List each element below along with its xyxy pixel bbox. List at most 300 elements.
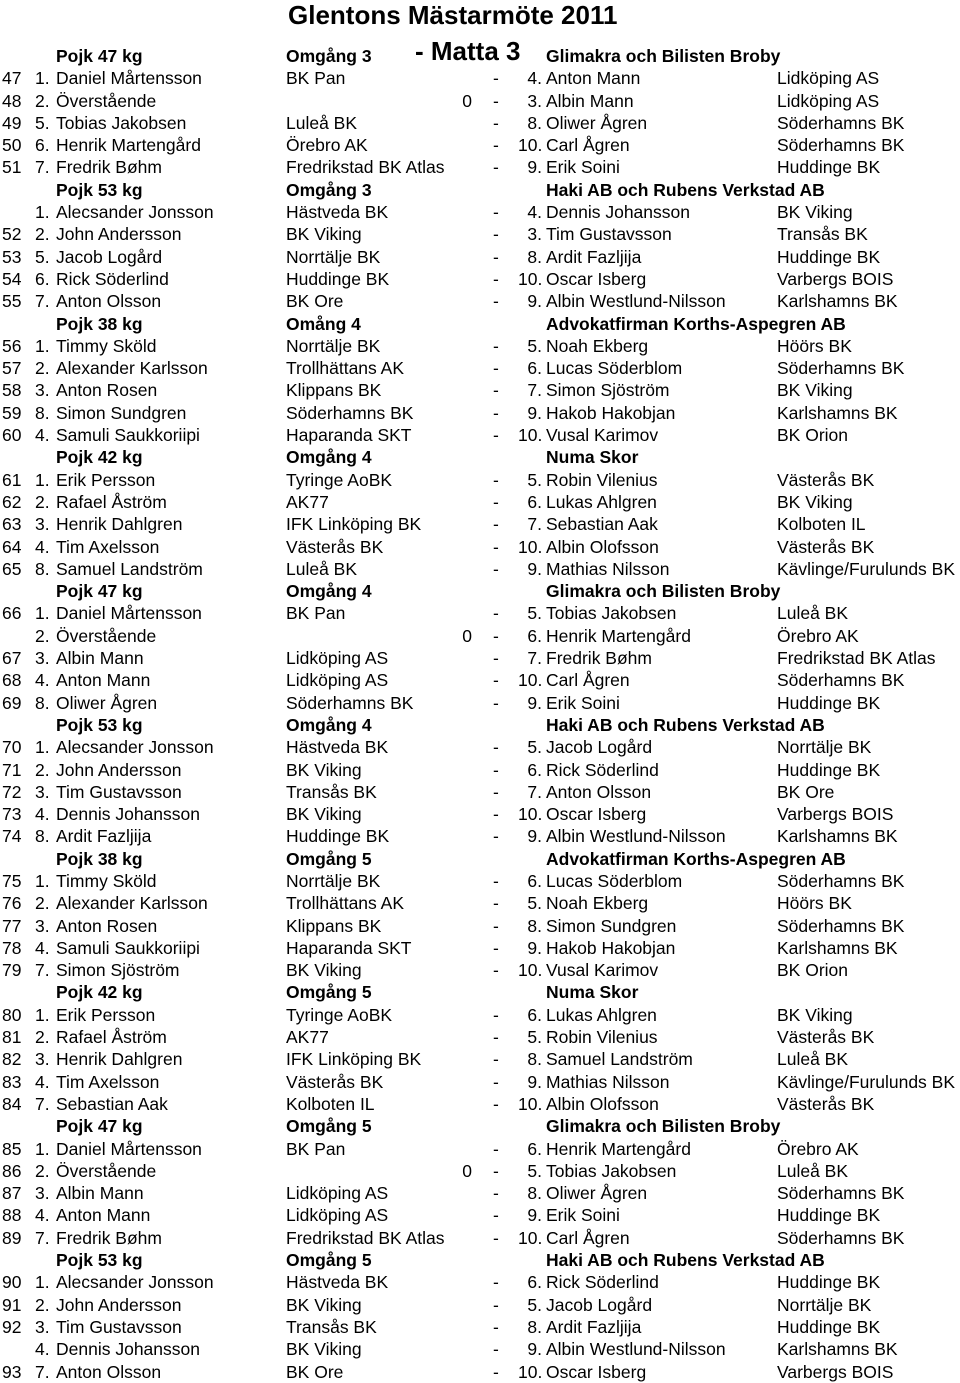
sponsor-label: Haki AB och Rubens Verkstad AB [546, 714, 825, 735]
left-club: BK Viking [286, 759, 362, 780]
match-number: 65 [2, 558, 22, 579]
match-number: 63 [2, 514, 22, 535]
left-club: BK Viking [286, 804, 362, 825]
versus-dash: - [493, 246, 499, 267]
left-wrestler-name: Anton Olsson [56, 291, 162, 312]
versus-dash: - [493, 90, 499, 111]
match-row [0, 915, 960, 937]
right-club: Varbergs BOIS [777, 268, 894, 289]
left-seed: 3. [35, 1316, 50, 1337]
right-seed: 10. [518, 670, 543, 691]
right-seed: 5. [527, 335, 542, 356]
right-club: Söderhamns BK [777, 915, 905, 936]
left-club: BK Viking [286, 960, 362, 981]
weight-class-header [0, 1115, 960, 1137]
sponsor-label: Haki AB och Rubens Verkstad AB [546, 1250, 825, 1271]
left-club: BK Viking [286, 1294, 362, 1315]
right-club: BK Viking [777, 1004, 853, 1025]
versus-dash: - [493, 1272, 499, 1293]
right-wrestler-name: Lukas Ahlgren [546, 491, 657, 512]
left-wrestler-name: Rick Söderlind [56, 268, 169, 289]
left-seed: 4. [35, 937, 50, 958]
left-club: AK77 [286, 491, 329, 512]
match-row [0, 1138, 960, 1160]
right-wrestler-name: Mathias Nilsson [546, 1071, 670, 1092]
left-seed: 1. [35, 335, 50, 356]
left-seed: 7. [35, 157, 50, 178]
versus-dash: - [493, 937, 499, 958]
versus-dash: - [493, 603, 499, 624]
right-wrestler-name: Hakob Hakobjan [546, 402, 676, 423]
match-number: 69 [2, 692, 22, 713]
versus-dash: - [493, 1160, 499, 1181]
right-wrestler-name: Henrik Martengård [546, 1138, 691, 1159]
left-wrestler-name: Simon Sundgren [56, 402, 187, 423]
left-seed: 1. [35, 1138, 50, 1159]
match-row [0, 90, 960, 112]
left-club: Klippans BK [286, 915, 382, 936]
weight-class-label: Pojk 42 kg [56, 982, 143, 1003]
versus-dash: - [493, 491, 499, 512]
left-wrestler-name: Tim Gustavsson [56, 781, 182, 802]
left-seed: 4. [35, 1071, 50, 1092]
left-wrestler-name: Erik Persson [56, 469, 156, 490]
match-number: 75 [2, 870, 22, 891]
left-wrestler-name: Rafael Åström [56, 1027, 167, 1048]
match-row [0, 67, 960, 89]
right-seed: 10. [518, 1227, 543, 1248]
left-seed: 2. [35, 1160, 50, 1181]
versus-dash: - [493, 1316, 499, 1337]
left-wrestler-name: Anton Rosen [56, 380, 158, 401]
match-row [0, 290, 960, 312]
match-row [0, 513, 960, 535]
right-wrestler-name: Fredrik Bøhm [546, 648, 652, 669]
weight-class-label: Pojk 53 kg [56, 1250, 143, 1271]
left-seed: 6. [35, 268, 50, 289]
right-club: BK Ore [777, 781, 835, 802]
sponsor-label: Advokatfirman Korths-Aspegren AB [546, 313, 846, 334]
right-seed: 5. [527, 469, 542, 490]
match-number: 57 [2, 358, 22, 379]
right-seed: 8. [527, 1316, 542, 1337]
right-wrestler-name: Albin Westlund-Nilsson [546, 826, 726, 847]
sponsor-label: Glimakra och Bilisten Broby [546, 46, 781, 66]
versus-dash: - [493, 1049, 499, 1070]
versus-dash: - [493, 157, 499, 178]
right-wrestler-name: Albin Olofsson [546, 1093, 659, 1114]
left-seed: 4. [35, 804, 50, 825]
versus-dash: - [493, 648, 499, 669]
weight-class-header [0, 179, 960, 201]
left-club: Trollhättans AK [286, 358, 405, 379]
match-number: 48 [2, 90, 22, 111]
right-club: Söderhamns BK [777, 135, 905, 156]
right-seed: 6. [527, 358, 542, 379]
right-club: Huddinge BK [777, 157, 881, 178]
left-club: Luleå BK [286, 558, 358, 579]
versus-dash: - [493, 335, 499, 356]
right-club: Luleå BK [777, 603, 849, 624]
versus-dash: - [493, 804, 499, 825]
left-seed: 7. [35, 1093, 50, 1114]
match-row [0, 268, 960, 290]
left-wrestler-name: Överstående [56, 90, 157, 111]
right-wrestler-name: Oscar Isberg [546, 804, 647, 825]
versus-dash: - [493, 514, 499, 535]
right-seed: 8. [527, 112, 542, 133]
right-wrestler-name: Albin Westlund-Nilsson [546, 1339, 726, 1360]
left-seed: 4. [35, 425, 50, 446]
versus-dash: - [493, 1294, 499, 1315]
right-wrestler-name: Simon Sjöström [546, 380, 670, 401]
match-row [0, 424, 960, 446]
match-number: 76 [2, 893, 22, 914]
right-seed: 4. [527, 68, 542, 89]
weight-class-label: Pojk 53 kg [56, 179, 143, 200]
right-club: Varbergs BOIS [777, 1361, 894, 1382]
left-seed: 8. [35, 826, 50, 847]
versus-dash: - [493, 1227, 499, 1248]
left-wrestler-name: Fredrik Bøhm [56, 1227, 162, 1248]
versus-dash: - [493, 1361, 499, 1382]
match-row [0, 1294, 960, 1316]
right-wrestler-name: Oliwer Ågren [546, 1183, 648, 1204]
match-row [0, 602, 960, 624]
left-wrestler-name: Timmy Sköld [56, 335, 157, 356]
weight-class-header [0, 981, 960, 1003]
right-wrestler-name: Noah Ekberg [546, 335, 649, 356]
right-seed: 9. [527, 291, 542, 312]
left-seed: 3. [35, 648, 50, 669]
match-number: 83 [2, 1071, 22, 1092]
versus-dash: - [493, 1339, 499, 1360]
right-club: Västerås BK [777, 536, 875, 557]
match-row [0, 1160, 960, 1182]
left-seed: 3. [35, 915, 50, 936]
versus-dash: - [493, 1205, 499, 1226]
left-wrestler-name: Alecsander Jonsson [56, 737, 214, 758]
right-seed: 5. [527, 1160, 542, 1181]
match-number: 82 [2, 1049, 22, 1070]
versus-dash: - [493, 1138, 499, 1159]
left-wrestler-name: John Andersson [56, 224, 182, 245]
versus-dash: - [493, 1093, 499, 1114]
match-row [0, 469, 960, 491]
weight-class-header [0, 1249, 960, 1271]
match-row [0, 892, 960, 914]
versus-dash: - [493, 224, 499, 245]
right-seed: 5. [527, 737, 542, 758]
right-seed: 6. [527, 1004, 542, 1025]
left-seed: 2. [35, 893, 50, 914]
match-row [0, 1316, 960, 1338]
left-seed: 1. [35, 1272, 50, 1293]
versus-dash: - [493, 402, 499, 423]
right-club: Kävlinge/Furulunds BK [777, 558, 956, 579]
round-label: Omgång 3 [286, 46, 372, 66]
right-club: BK Viking [777, 491, 853, 512]
weight-class-header [0, 848, 960, 870]
left-club: Söderhamns BK [286, 402, 414, 423]
left-seed: 4. [35, 1339, 50, 1360]
right-seed: 9. [527, 937, 542, 958]
right-wrestler-name: Carl Ågren [546, 1227, 630, 1248]
match-number: 77 [2, 915, 22, 936]
match-row [0, 1204, 960, 1226]
match-number: 80 [2, 1004, 22, 1025]
left-seed: 8. [35, 692, 50, 713]
left-club: Klippans BK [286, 380, 382, 401]
left-club: BK Ore [286, 1361, 344, 1382]
match-number: 64 [2, 536, 22, 557]
match-number: 49 [2, 112, 22, 133]
left-wrestler-name: Simon Sjöström [56, 960, 180, 981]
right-wrestler-name: Anton Mann [546, 68, 641, 89]
sponsor-label: Advokatfirman Korths-Aspegren AB [546, 848, 846, 869]
right-seed: 8. [527, 915, 542, 936]
sponsor-label: Glimakra och Bilisten Broby [546, 581, 781, 602]
versus-dash: - [493, 268, 499, 289]
schedule-table [0, 45, 960, 1383]
match-row [0, 736, 960, 758]
left-wrestler-name: Rafael Åström [56, 491, 167, 512]
right-seed: 9. [527, 157, 542, 178]
right-seed: 9. [527, 1205, 542, 1226]
right-seed: 9. [527, 692, 542, 713]
round-label: Omgång 5 [286, 1116, 372, 1137]
right-wrestler-name: Henrik Martengård [546, 625, 691, 646]
right-wrestler-name: Ardit Fazljija [546, 246, 642, 267]
match-number: 70 [2, 737, 22, 758]
left-club: Västerås BK [286, 1071, 384, 1092]
right-seed: 7. [527, 380, 542, 401]
right-wrestler-name: Hakob Hakobjan [546, 937, 676, 958]
match-number: 88 [2, 1205, 22, 1226]
left-club: Huddinge BK [286, 268, 390, 289]
left-wrestler-name: Alecsander Jonsson [56, 1272, 214, 1293]
left-seed: 1. [35, 1004, 50, 1025]
match-number: 73 [2, 804, 22, 825]
left-club: Hästveda BK [286, 1272, 389, 1293]
right-wrestler-name: Mathias Nilsson [546, 558, 670, 579]
match-number: 84 [2, 1093, 22, 1114]
left-wrestler-name: Daniel Mårtensson [56, 68, 202, 89]
match-row [0, 536, 960, 558]
right-seed: 7. [527, 514, 542, 535]
right-club: Söderhamns BK [777, 870, 905, 891]
versus-dash: - [493, 670, 499, 691]
right-club: Kolboten IL [777, 514, 866, 535]
right-wrestler-name: Erik Soini [546, 157, 620, 178]
match-row [0, 1004, 960, 1026]
match-number: 79 [2, 960, 22, 981]
right-seed: 10. [518, 425, 543, 446]
match-row [0, 223, 960, 245]
right-wrestler-name: Albin Olofsson [546, 536, 659, 557]
match-number: 86 [2, 1160, 22, 1181]
match-row [0, 1361, 960, 1383]
right-seed: 9. [527, 558, 542, 579]
round-label: Omgång 5 [286, 982, 372, 1003]
left-seed: 2. [35, 625, 50, 646]
right-club: Huddinge BK [777, 1316, 881, 1337]
right-seed: 10. [518, 135, 543, 156]
versus-dash: - [493, 1027, 499, 1048]
right-seed: 6. [527, 870, 542, 891]
left-seed: 2. [35, 224, 50, 245]
round-label: Omgång 4 [286, 714, 372, 735]
left-seed: 2. [35, 358, 50, 379]
score: 0 [462, 90, 472, 111]
match-number: 72 [2, 781, 22, 802]
mat-label: - Matta 3 [415, 36, 521, 66]
weight-class-label: Pojk 53 kg [56, 714, 143, 735]
versus-dash: - [493, 291, 499, 312]
left-seed: 2. [35, 491, 50, 512]
round-label: Omgång 4 [286, 447, 372, 468]
right-seed: 5. [527, 1027, 542, 1048]
right-club: Lidköping AS [777, 90, 880, 111]
left-seed: 1. [35, 469, 50, 490]
versus-dash: - [493, 112, 499, 133]
left-wrestler-name: Daniel Mårtensson [56, 603, 202, 624]
match-number: 62 [2, 491, 22, 512]
left-seed: 3. [35, 1183, 50, 1204]
left-seed: 4. [35, 670, 50, 691]
left-wrestler-name: Överstående [56, 1160, 157, 1181]
right-seed: 9. [527, 1339, 542, 1360]
right-wrestler-name: Rick Söderlind [546, 1272, 659, 1293]
match-number: 74 [2, 826, 22, 847]
left-seed: 1. [35, 68, 50, 89]
right-wrestler-name: Tobias Jakobsen [546, 603, 677, 624]
weight-class-header [0, 313, 960, 335]
right-seed: 6. [527, 491, 542, 512]
match-number: 93 [2, 1361, 22, 1382]
round-label: Omgång 4 [286, 581, 372, 602]
left-club: Norrtälje BK [286, 335, 381, 356]
right-club: Huddinge BK [777, 246, 881, 267]
match-row [0, 1048, 960, 1070]
match-number: 47 [2, 68, 22, 89]
right-club: Huddinge BK [777, 759, 881, 780]
match-number: 52 [2, 224, 22, 245]
right-wrestler-name: Lukas Ahlgren [546, 1004, 657, 1025]
left-club: Söderhamns BK [286, 692, 414, 713]
right-seed: 10. [518, 268, 543, 289]
round-label: Omgång 3 [286, 179, 372, 200]
left-seed: 4. [35, 536, 50, 557]
right-wrestler-name: Simon Sundgren [546, 915, 677, 936]
match-row [0, 335, 960, 357]
score: 0 [462, 1160, 472, 1181]
right-club: BK Orion [777, 425, 848, 446]
weight-class-header [0, 446, 960, 468]
left-club: IFK Linköping BK [286, 514, 422, 535]
left-club: Lidköping AS [286, 1183, 389, 1204]
match-number: 78 [2, 937, 22, 958]
right-seed: 5. [527, 893, 542, 914]
round-label: Omgång 5 [286, 1250, 372, 1271]
versus-dash: - [493, 915, 499, 936]
match-row [0, 1071, 960, 1093]
versus-dash: - [493, 469, 499, 490]
left-club: BK Pan [286, 68, 346, 89]
left-wrestler-name: Henrik Dahlgren [56, 1049, 183, 1070]
right-wrestler-name: Albin Mann [546, 90, 634, 111]
right-wrestler-name: Carl Ågren [546, 135, 630, 156]
score: 0 [462, 625, 472, 646]
right-club: BK Viking [777, 202, 853, 223]
right-seed: 5. [527, 1294, 542, 1315]
match-row [0, 134, 960, 156]
match-row [0, 1227, 960, 1249]
left-wrestler-name: Alexander Karlsson [56, 893, 208, 914]
match-row [0, 803, 960, 825]
left-club: Hästveda BK [286, 202, 389, 223]
left-wrestler-name: Fredrik Bøhm [56, 157, 162, 178]
right-seed: 10. [518, 536, 543, 557]
versus-dash: - [493, 759, 499, 780]
left-seed: 3. [35, 514, 50, 535]
right-club: Karlshamns BK [777, 291, 898, 312]
right-club: BK Viking [777, 380, 853, 401]
weight-class-label: Pojk 47 kg [56, 581, 143, 602]
versus-dash: - [493, 1004, 499, 1025]
right-seed: 8. [527, 1183, 542, 1204]
right-club: Luleå BK [777, 1160, 849, 1181]
right-seed: 3. [527, 224, 542, 245]
right-club: Höörs BK [777, 335, 852, 356]
match-number: 58 [2, 380, 22, 401]
right-club: Huddinge BK [777, 692, 881, 713]
weight-class-header [0, 714, 960, 736]
match-number: 59 [2, 402, 22, 423]
versus-dash: - [493, 826, 499, 847]
left-seed: 7. [35, 1227, 50, 1248]
right-club: Söderhamns BK [777, 1183, 905, 1204]
left-wrestler-name: Jacob Logård [56, 246, 163, 267]
left-club: BK Ore [286, 291, 344, 312]
right-club: Norrtälje BK [777, 737, 872, 758]
left-wrestler-name: Tim Axelsson [56, 536, 160, 557]
left-seed: 3. [35, 781, 50, 802]
match-row [0, 825, 960, 847]
right-club: Västerås BK [777, 469, 875, 490]
right-wrestler-name: Samuel Landström [546, 1049, 693, 1070]
match-row [0, 1093, 960, 1115]
sponsor-label: Numa Skor [546, 447, 639, 468]
weight-class-label: Pojk 38 kg [56, 313, 143, 334]
versus-dash: - [493, 425, 499, 446]
left-club: Haparanda SKT [286, 937, 412, 958]
left-seed: 2. [35, 1294, 50, 1315]
left-wrestler-name: Henrik Dahlgren [56, 514, 183, 535]
sponsor-label: Numa Skor [546, 982, 639, 1003]
left-club: Fredrikstad BK Atlas [286, 1227, 445, 1248]
versus-dash: - [493, 558, 499, 579]
match-number: 61 [2, 469, 22, 490]
right-club: Karlshamns BK [777, 402, 898, 423]
right-club: Söderhamns BK [777, 112, 905, 133]
match-number: 50 [2, 135, 22, 156]
right-wrestler-name: Noah Ekberg [546, 893, 649, 914]
left-club: Hästveda BK [286, 737, 389, 758]
left-seed: 7. [35, 1361, 50, 1382]
left-seed: 2. [35, 1027, 50, 1048]
right-seed: 8. [527, 1049, 542, 1070]
